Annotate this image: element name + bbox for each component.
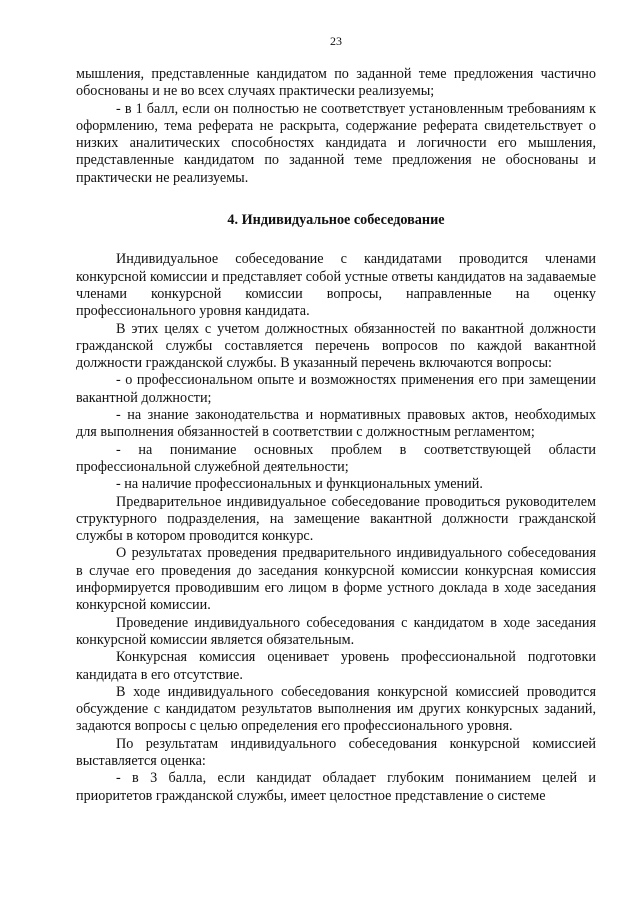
list-item: - о профессиональном опыте и возможностях применения его при замещении вакантной должности; — [76, 372, 596, 406]
document-page — [76, 34, 596, 805]
paragraph: - в 1 балл, если он полностью не соответствует установленным требованиям к оформлению, тема реферата не раскрыта, содержание реферата свидетельствует о низких аналитических способностях кандидата и логичности его мышления, представленные кандидатом по заданной теме предложения не обоснованы и практически не реализуемы. — [76, 100, 596, 186]
paragraph: О результатах проведения предварительного индивидуального собеседования в случае его проведения до заседания конкурсной комиссии конкурсная комиссия информируется проводившим его лицом в форме устного доклада в ходе заседания конкурсной комиссии. — [76, 545, 596, 614]
paragraph: мышления, представленные кандидатом по заданной теме предложения частично обоснованы и не во всех случаях практически реализуемы; — [76, 66, 596, 100]
paragraph: Проведение индивидуального собеседования с кандидатом в ходе заседания конкурсной комиссии является обязательным. — [76, 614, 596, 648]
paragraph: Индивидуальное собеседование с кандидатами проводится членами конкурсной комиссии и представляет собой устные ответы кандидатов на задаваемые членами конкурсной комиссии вопросы, направленные на оценку профессионального уровня кандидата. — [76, 251, 596, 320]
section-heading: 4. Индивидуальное собеседование — [227, 212, 445, 229]
paragraph: Конкурсная комиссия оценивает уровень профессиональной подготовки кандидата в его отсутствие. — [76, 649, 596, 683]
paragraph: Предварительное индивидуальное собеседование проводиться руководителем структурного подразделения, на замещение вакантной должности гражданской службы в котором проводится конкурс. — [76, 493, 596, 545]
paragraph: В этих целях с учетом должностных обязанностей по вакантной должности гражданской службы составляется перечень вопросов по каждой вакантной должности гражданской службы. В указанный перечень включаются вопросы: — [76, 320, 596, 372]
list-item: - на понимание основных проблем в соответствующей области профессиональной служебной деятельности; — [76, 441, 596, 475]
list-item: - на наличие профессиональных и функциональных умений. — [116, 476, 483, 493]
list-item: - на знание законодательства и нормативных правовых актов, необходимых для выполнения обязанностей в соответствии с должностным регламентом; — [76, 407, 596, 441]
list-item: - в 3 балла, если кандидат обладает глубоким пониманием целей и приоритетов гражданской службы, имеет целостное представление о системе — [76, 770, 596, 804]
paragraph: В ходе индивидуального собеседования конкурсной комиссией проводится обсуждение с кандидатом результатов выполнения им других конкурсных заданий, задаются вопросы с целью определения его профессионального уровня. — [76, 683, 596, 735]
page-number: 23 — [330, 34, 342, 48]
paragraph: По результатам индивидуального собеседования конкурсной комиссией выставляется оценка: — [76, 735, 596, 769]
